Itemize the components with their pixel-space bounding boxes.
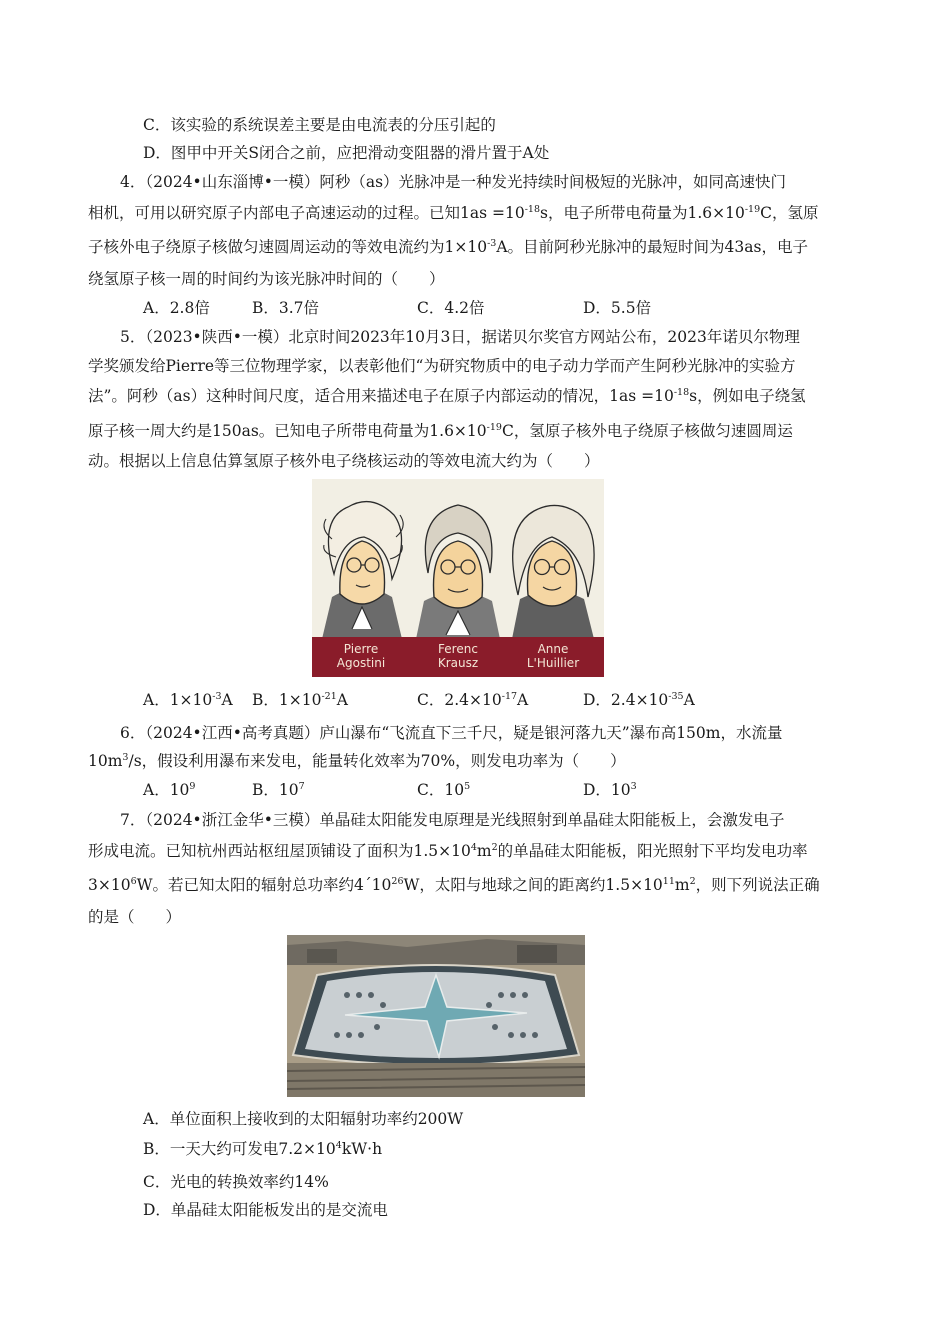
q5-line-5: 动。根据以上信息估算氢原子核外电子绕核运动的等效电流大约为（ ） [88, 452, 600, 470]
q6-line-2: $10m^3/s$，假设利用瀑布来发电，能量转化效率为70%，则发电功率为（ ） [88, 752, 626, 770]
caption-anne-lhuillier: Anne L'Huillier [526, 642, 580, 670]
portrait-pierre-agostini [322, 502, 403, 639]
option-c-prev: C．该实验的系统误差主要是由电流表的分压引起的 [143, 116, 496, 134]
q5-line-3: 法”。阿秒（as）这种时间尺度，适合用来描述电子在原子内部运动的情况，$1as =10^{-18}s$，例如电子绕氢 [88, 387, 806, 405]
q4-line-4: 绕氢原子核一周的时间约为该光脉冲时间的（ ） [88, 270, 445, 288]
q6-option-d: D．$10^3$ [583, 781, 637, 799]
q5-line-4: 原子核一周大约是150as。已知电子所带电荷量为$1.6\times 10^{-19}C$，氢原子核外电子绕原子核做匀速圆周运 [88, 422, 793, 440]
caption-pierre-agostini: Pierre Agostini [336, 642, 386, 670]
portrait-ferenc-krausz [416, 505, 500, 639]
q5-option-b: B．$1\times 10^{-21}A$ [252, 691, 348, 709]
portrait-anne-lhuillier [512, 505, 594, 639]
q5-line-1: 5．（2023•陕西•一模）北京时间2023年10月3日，据诺贝尔奖官方网站公布，2023年诺贝尔物理 [120, 328, 800, 346]
q6-line-1: 6．（2024•江西•高考真题）庐山瀑布“飞流直下三千尺，疑是银河落九天”瀑布高150m，水流量 [120, 724, 783, 742]
option-d-prev: D．图甲中开关S闭合之前，应把滑动变阻器的滑片置于A处 [143, 144, 550, 162]
laureates-portraits [312, 479, 604, 639]
q5-line-2: 学奖颁发给Pierre等三位物理学家，以表彰他们“为研究物质中的电子动力学而产生阿秒光脉冲的实验方 [88, 357, 796, 375]
q7-line-2: 形成电流。已知杭州西站枢纽屋顶铺设了面积为$1.5\times 10^4m^2$的单晶硅太阳能板，阳光照射下平均发电功率 [88, 842, 808, 860]
q6-option-a: A．$10^9$ [143, 781, 196, 799]
q5-option-a: A．$1\times 10^{-3}A$ [143, 691, 233, 709]
q7-line-3: $3\times 10^6W$。若已知太阳的辐射总功率约$4´10^{26}W$，太阳与地球之间的距离约$1.5\times 10^{11}m^2$，则下列说法正确 [88, 876, 820, 894]
q7-option-c: C．光电的转换效率约14% [143, 1173, 329, 1191]
q7-option-b: B．一天大约可发电$7.2\times 10^4kW\cdot h$ [143, 1140, 383, 1158]
q4-option-d: D．5.5倍 [583, 299, 652, 317]
q7-option-d: D．单晶硅太阳能板发出的是交流电 [143, 1201, 388, 1219]
q7-line-4: 的是（ ） [88, 908, 182, 926]
q4-option-a: A．2.8倍 [143, 299, 210, 317]
caption-ferenc-krausz: Ferenc Krausz [437, 642, 479, 670]
q6-option-c: C．$10^5$ [417, 781, 471, 799]
q5-option-d: D．$2.4\times 10^{-35}A$ [583, 691, 695, 709]
q4-line-3: 子核外电子绕原子核做匀速圆周运动的等效电流约为$1\times 10^{-3}A$。目前阿秒光脉冲的最短时间为43as，电子 [88, 238, 808, 256]
q4-line-1: 4．（2024•山东淄博•一模）阿秒（as）光脉冲是一种发光持续时间极短的光脉冲，如同高速快门 [120, 173, 787, 191]
q7-line-1: 7．（2024•浙江金华•三模）单晶硅太阳能发电原理是光线照射到单晶硅太阳能板上，会激发电子 [120, 811, 785, 829]
nobel-laureates-illustration [312, 479, 604, 677]
q4-option-c: C．4.2倍 [417, 299, 485, 317]
q7-option-a: A．单位面积上接收到的太阳辐射功率约200W [143, 1110, 464, 1128]
station-roof-drawing [287, 935, 585, 1097]
q4-line-2: 相机，可用以研究原子内部电子高速运动的过程。已知$1as =10^{-18}s$，电子所带电荷量为$1.6\times 10^{-19}C$，氢原 [88, 204, 819, 222]
q4-option-b: B．3.7倍 [252, 299, 320, 317]
hangzhou-west-station-photo [287, 935, 585, 1097]
q6-option-b: B．$10^7$ [252, 781, 305, 799]
q5-option-c: C．$2.4\times 10^{-17}A$ [417, 691, 529, 709]
